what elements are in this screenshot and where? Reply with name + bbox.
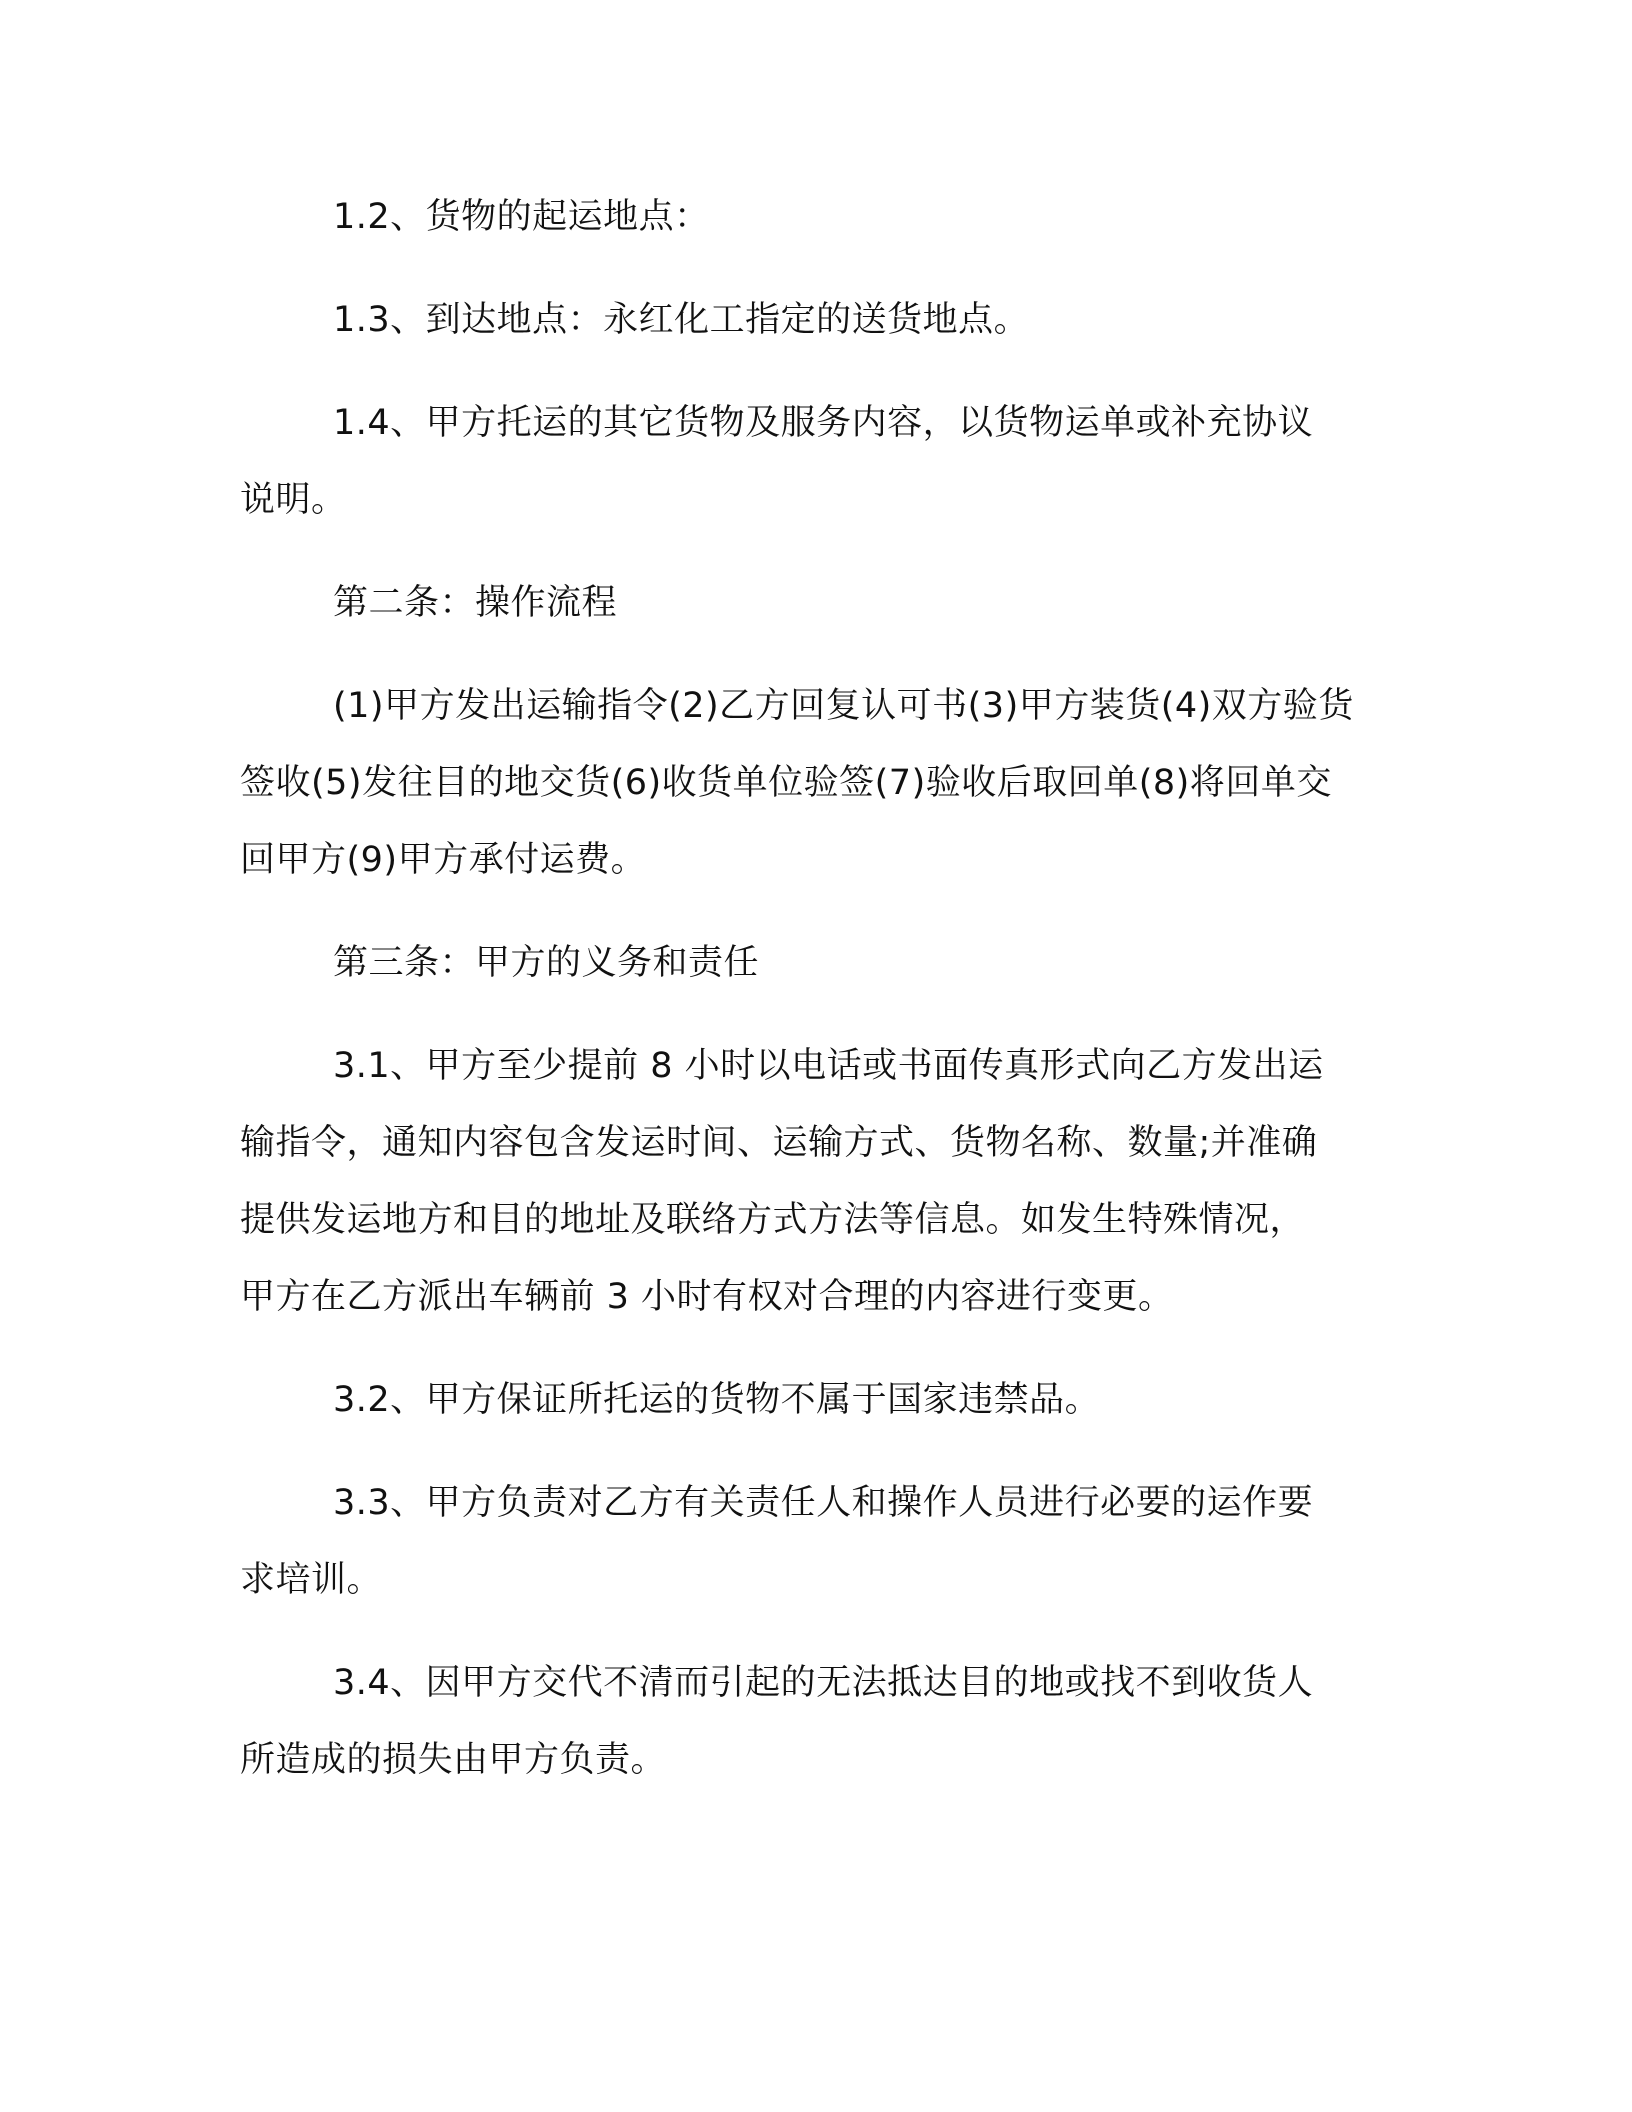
text-line: 第二条：操作流程: [333, 583, 618, 623]
paragraph: [240, 565, 1390, 642]
text-line: 1.4、甲方托运的其它货物及服务内容，以货物运单或补充协议: [333, 403, 1314, 443]
text-line: 求培训。: [240, 1560, 383, 1600]
text-line: 所造成的损失由甲方负责。: [240, 1740, 667, 1780]
paragraph: [240, 1645, 1390, 1799]
paragraph: [240, 1465, 1390, 1619]
text-line: 签收(5)发往目的地交货(6)收货单位验签(7)验收后取回单(8)将回单交: [240, 763, 1332, 803]
text-line: 甲方在乙方派出车辆前 3 小时有权对合理的内容进行变更。: [240, 1277, 1174, 1317]
text-line: 说明。: [240, 480, 347, 520]
paragraph: [240, 179, 1390, 256]
paragraph: [240, 1028, 1390, 1336]
text-line: 1.2、货物的起运地点：: [333, 197, 710, 237]
text-line: 3.3、甲方负责对乙方有关责任人和操作人员进行必要的运作要: [333, 1483, 1314, 1523]
paragraph: [240, 385, 1390, 539]
text-line: 3.2、甲方保证所托运的货物不属于国家违禁品。: [333, 1380, 1101, 1420]
text-line: 1.3、到达地点：永红化工指定的送货地点。: [333, 300, 1030, 340]
text-line: 3.1、甲方至少提前 8 小时以电话或书面传真形式向乙方发出运: [333, 1046, 1324, 1086]
text-line: 回甲方(9)甲方承付运费。: [240, 840, 647, 880]
text-line: 3.4、因甲方交代不清而引起的无法抵达目的地或找不到收货人: [333, 1663, 1314, 1703]
text-line: (1)甲方发出运输指令(2)乙方回复认可书(3)甲方装货(4)双方验货: [333, 686, 1354, 726]
paragraph: [240, 282, 1390, 359]
paragraph: [240, 925, 1390, 1002]
text-line: 输指令，通知内容包含发运时间、运输方式、货物名称、数量;并准确: [240, 1123, 1318, 1163]
paragraph: [240, 1362, 1390, 1439]
paragraph: [240, 668, 1390, 899]
text-line: 提供发运地方和目的地址及联络方式方法等信息。如发生特殊情况，: [240, 1200, 1306, 1240]
text-line: 第三条：甲方的义务和责任: [333, 943, 760, 983]
document-body: [240, 179, 1390, 1825]
